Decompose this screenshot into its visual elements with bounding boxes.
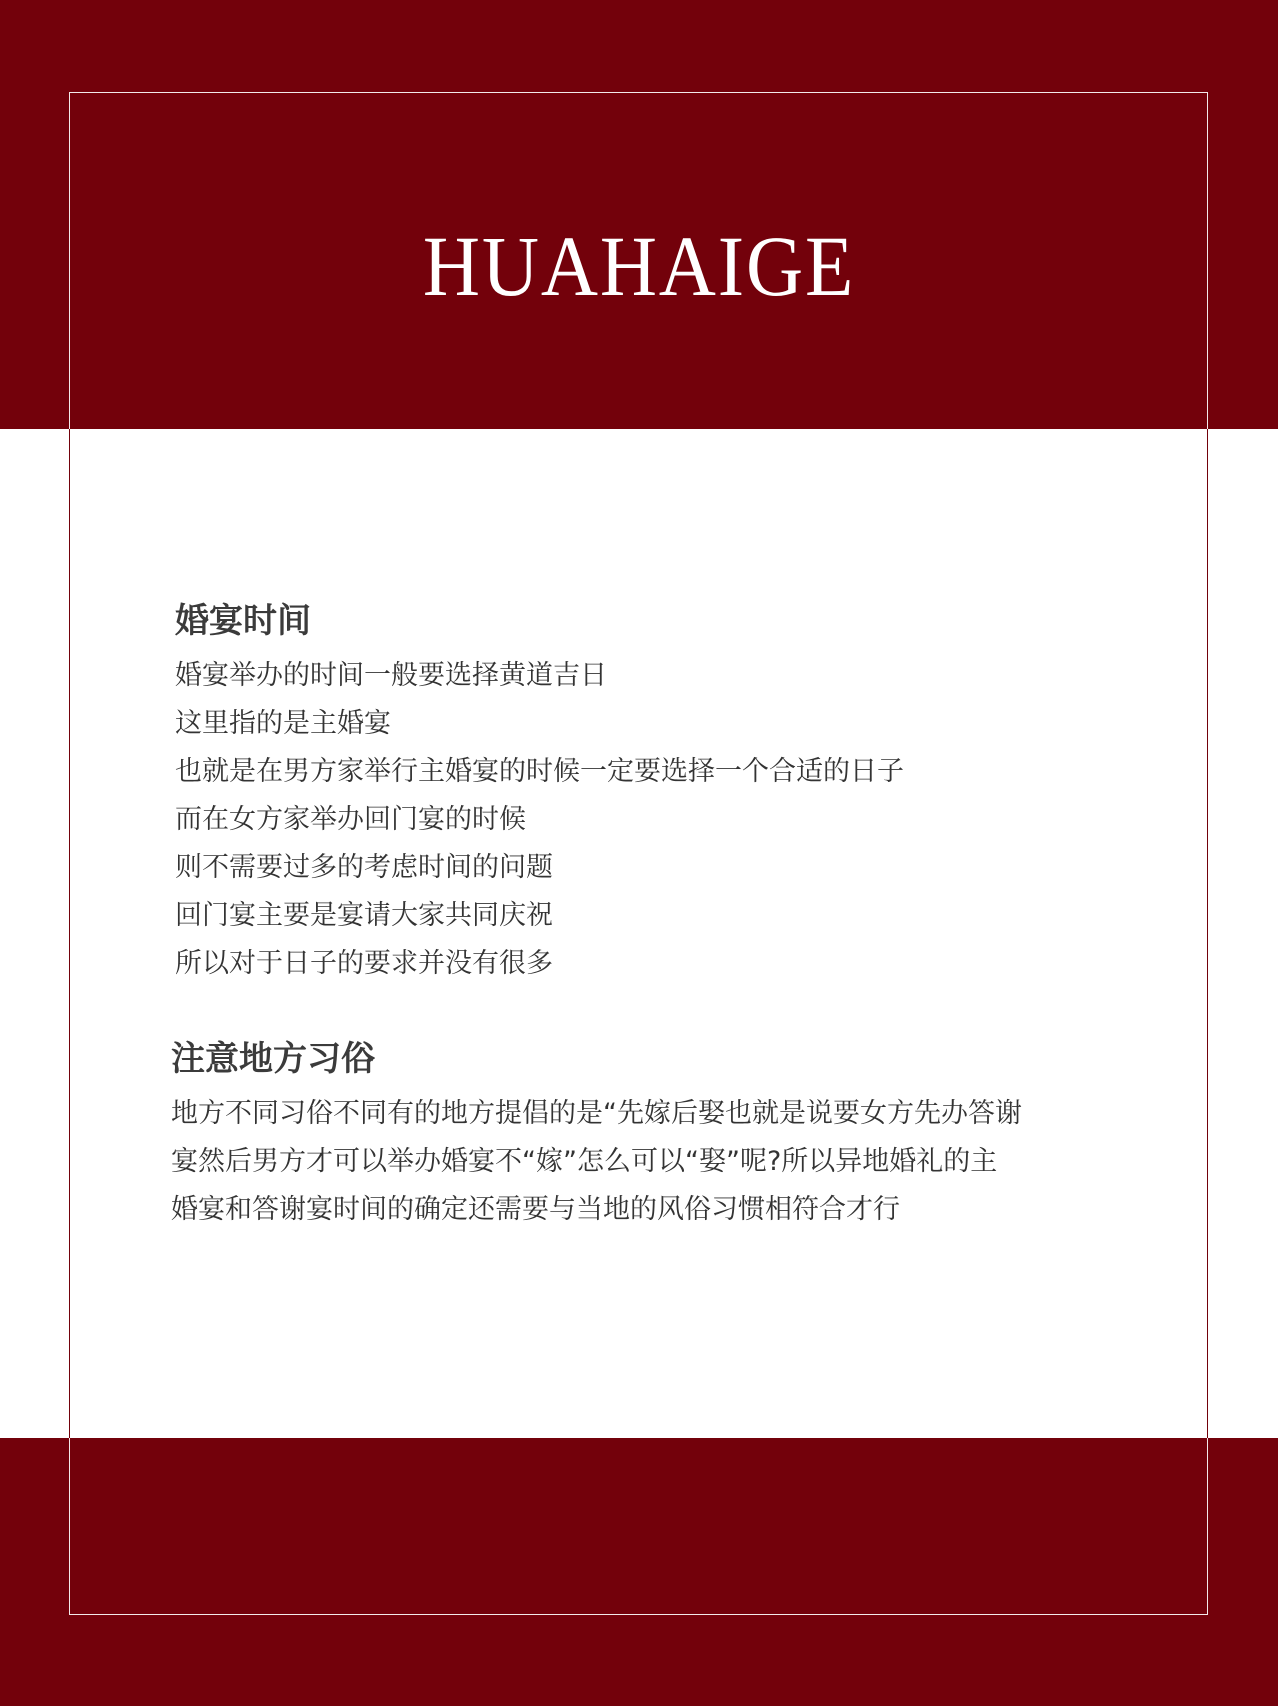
- brand-title: HUAHAIGE: [422, 218, 856, 314]
- text-line: 地方不同习俗不同有的地方提倡的是“先嫁后娶也就是说要女方先办答谢: [171, 1098, 1022, 1129]
- text-line: 而在女方家举办回门宴的时候: [175, 804, 526, 835]
- text-line: 回门宴主要是宴请大家共同庆祝: [175, 900, 553, 931]
- section-wedding-time: [175, 596, 1115, 988]
- text-line: 也就是在男方家举行主婚宴的时候一定要选择一个合适的日子: [175, 756, 904, 787]
- text-line: 这里指的是主婚宴: [175, 708, 391, 739]
- text-line: 所以对于日子的要求并没有很多: [175, 948, 553, 979]
- text-line: 宴然后男方才可以举办婚宴不“嫁”怎么可以“娶”呢?所以异地婚礼的主: [171, 1146, 998, 1177]
- section-heading: 婚宴时间: [175, 601, 311, 641]
- text-line: 婚宴举办的时间一般要选择黄道吉日: [175, 660, 607, 691]
- section-heading: 注意地方习俗: [171, 1039, 375, 1079]
- text-line: 婚宴和答谢宴时间的确定还需要与当地的风俗习惯相符合才行: [171, 1194, 900, 1225]
- section-local-customs: [171, 1034, 1115, 1234]
- text-line: 则不需要过多的考虑时间的问题: [175, 852, 553, 883]
